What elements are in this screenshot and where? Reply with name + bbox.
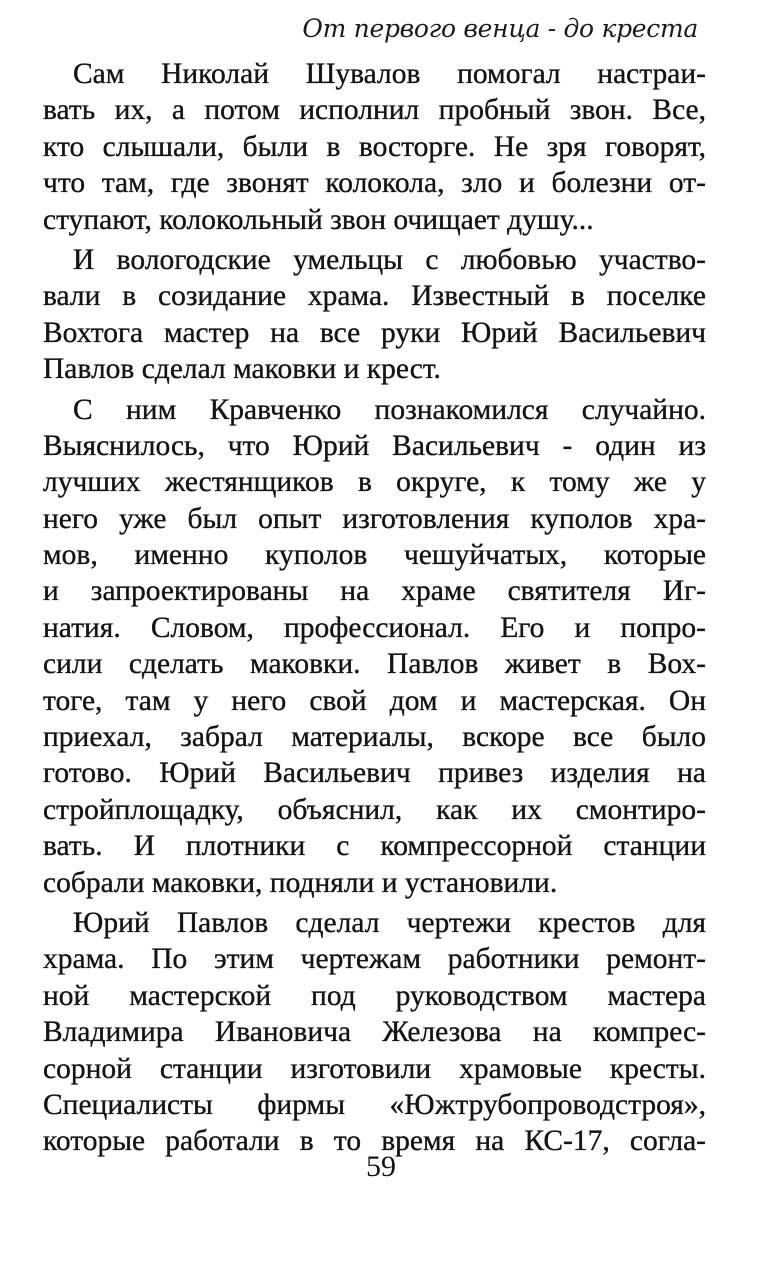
paragraph-3 (43, 392, 706, 901)
text-line: мов, именно куполов чешуйчатых, которые (43, 539, 706, 572)
running-title: От первого венца - до креста (302, 14, 698, 43)
text-line: что там, где звонят колокола, зло и болезни от- (43, 167, 706, 200)
text-line: готово. Юрий Васильевич привез изделия на (43, 757, 706, 790)
text-line: Владимира Ивановича Железова на компрес- (43, 1016, 706, 1049)
text-line: ступают, колокольный звон очищает душу... (43, 203, 594, 236)
text-line: стройплощадку, объяснил, как их смонтиро- (43, 793, 706, 826)
text-line: Павлов сделал маковки и крест. (43, 353, 441, 386)
text-line: лучших жестянщиков в округе, к тому же у (43, 466, 706, 499)
text-line: ной мастерской под руководством мастера (43, 979, 706, 1012)
text-line: Специалисты фирмы «Южтрубопроводстроя», (43, 1088, 706, 1121)
text-line: собрали маковки, подняли и установили. (43, 866, 558, 899)
text-line: Вохтога мастер на все руки Юрий Васильевич (43, 316, 706, 349)
text-line: Выяснилось, что Юрий Васильевич - один из (43, 429, 706, 462)
text-line: И вологодские умельцы с любовью участво- (73, 243, 706, 276)
text-line: и запроектированы на храме святителя Иг- (43, 575, 706, 608)
text-line: Сам Николай Шувалов помогал настраи- (73, 58, 706, 90)
paragraph-2 (43, 242, 706, 388)
text-line: С ним Кравченко познакомился случайно. (73, 393, 706, 426)
text-line: вать их, а потом исполнил пробный звон. Все, (43, 94, 706, 127)
text-line: вать. И плотники с компрессорной станции (43, 830, 706, 863)
text-line: сорной станции изготовили храмовые кресты. (43, 1052, 706, 1085)
paragraph-1 (43, 56, 706, 238)
text-line: кто слышали, были в восторге. Не зря говорят, (43, 130, 706, 163)
text-line: тоге, там у него свой дом и мастерская. Он (43, 684, 706, 717)
text-line: Юрий Павлов сделал чертежи крестов для (73, 906, 706, 939)
text-line: натия. Словом, профессионал. Его и попро- (43, 611, 706, 644)
text-line: которые работали в то время на КС-17, согла- (43, 1125, 706, 1158)
text-line: сили сделать маковки. Павлов живет в Вох- (43, 648, 706, 681)
page-number: 59 (366, 1150, 396, 1183)
text-line: него уже был опыт изготовления куполов хра- (43, 502, 706, 535)
text-line: вали в созидание храма. Известный в поселке (43, 280, 706, 313)
page-body-text (43, 56, 706, 1160)
paragraph-4 (43, 905, 706, 1160)
text-line: приехал, забрал материалы, вскоре все было (43, 721, 706, 754)
text-line: храма. По этим чертежам работники ремонт- (43, 943, 706, 976)
